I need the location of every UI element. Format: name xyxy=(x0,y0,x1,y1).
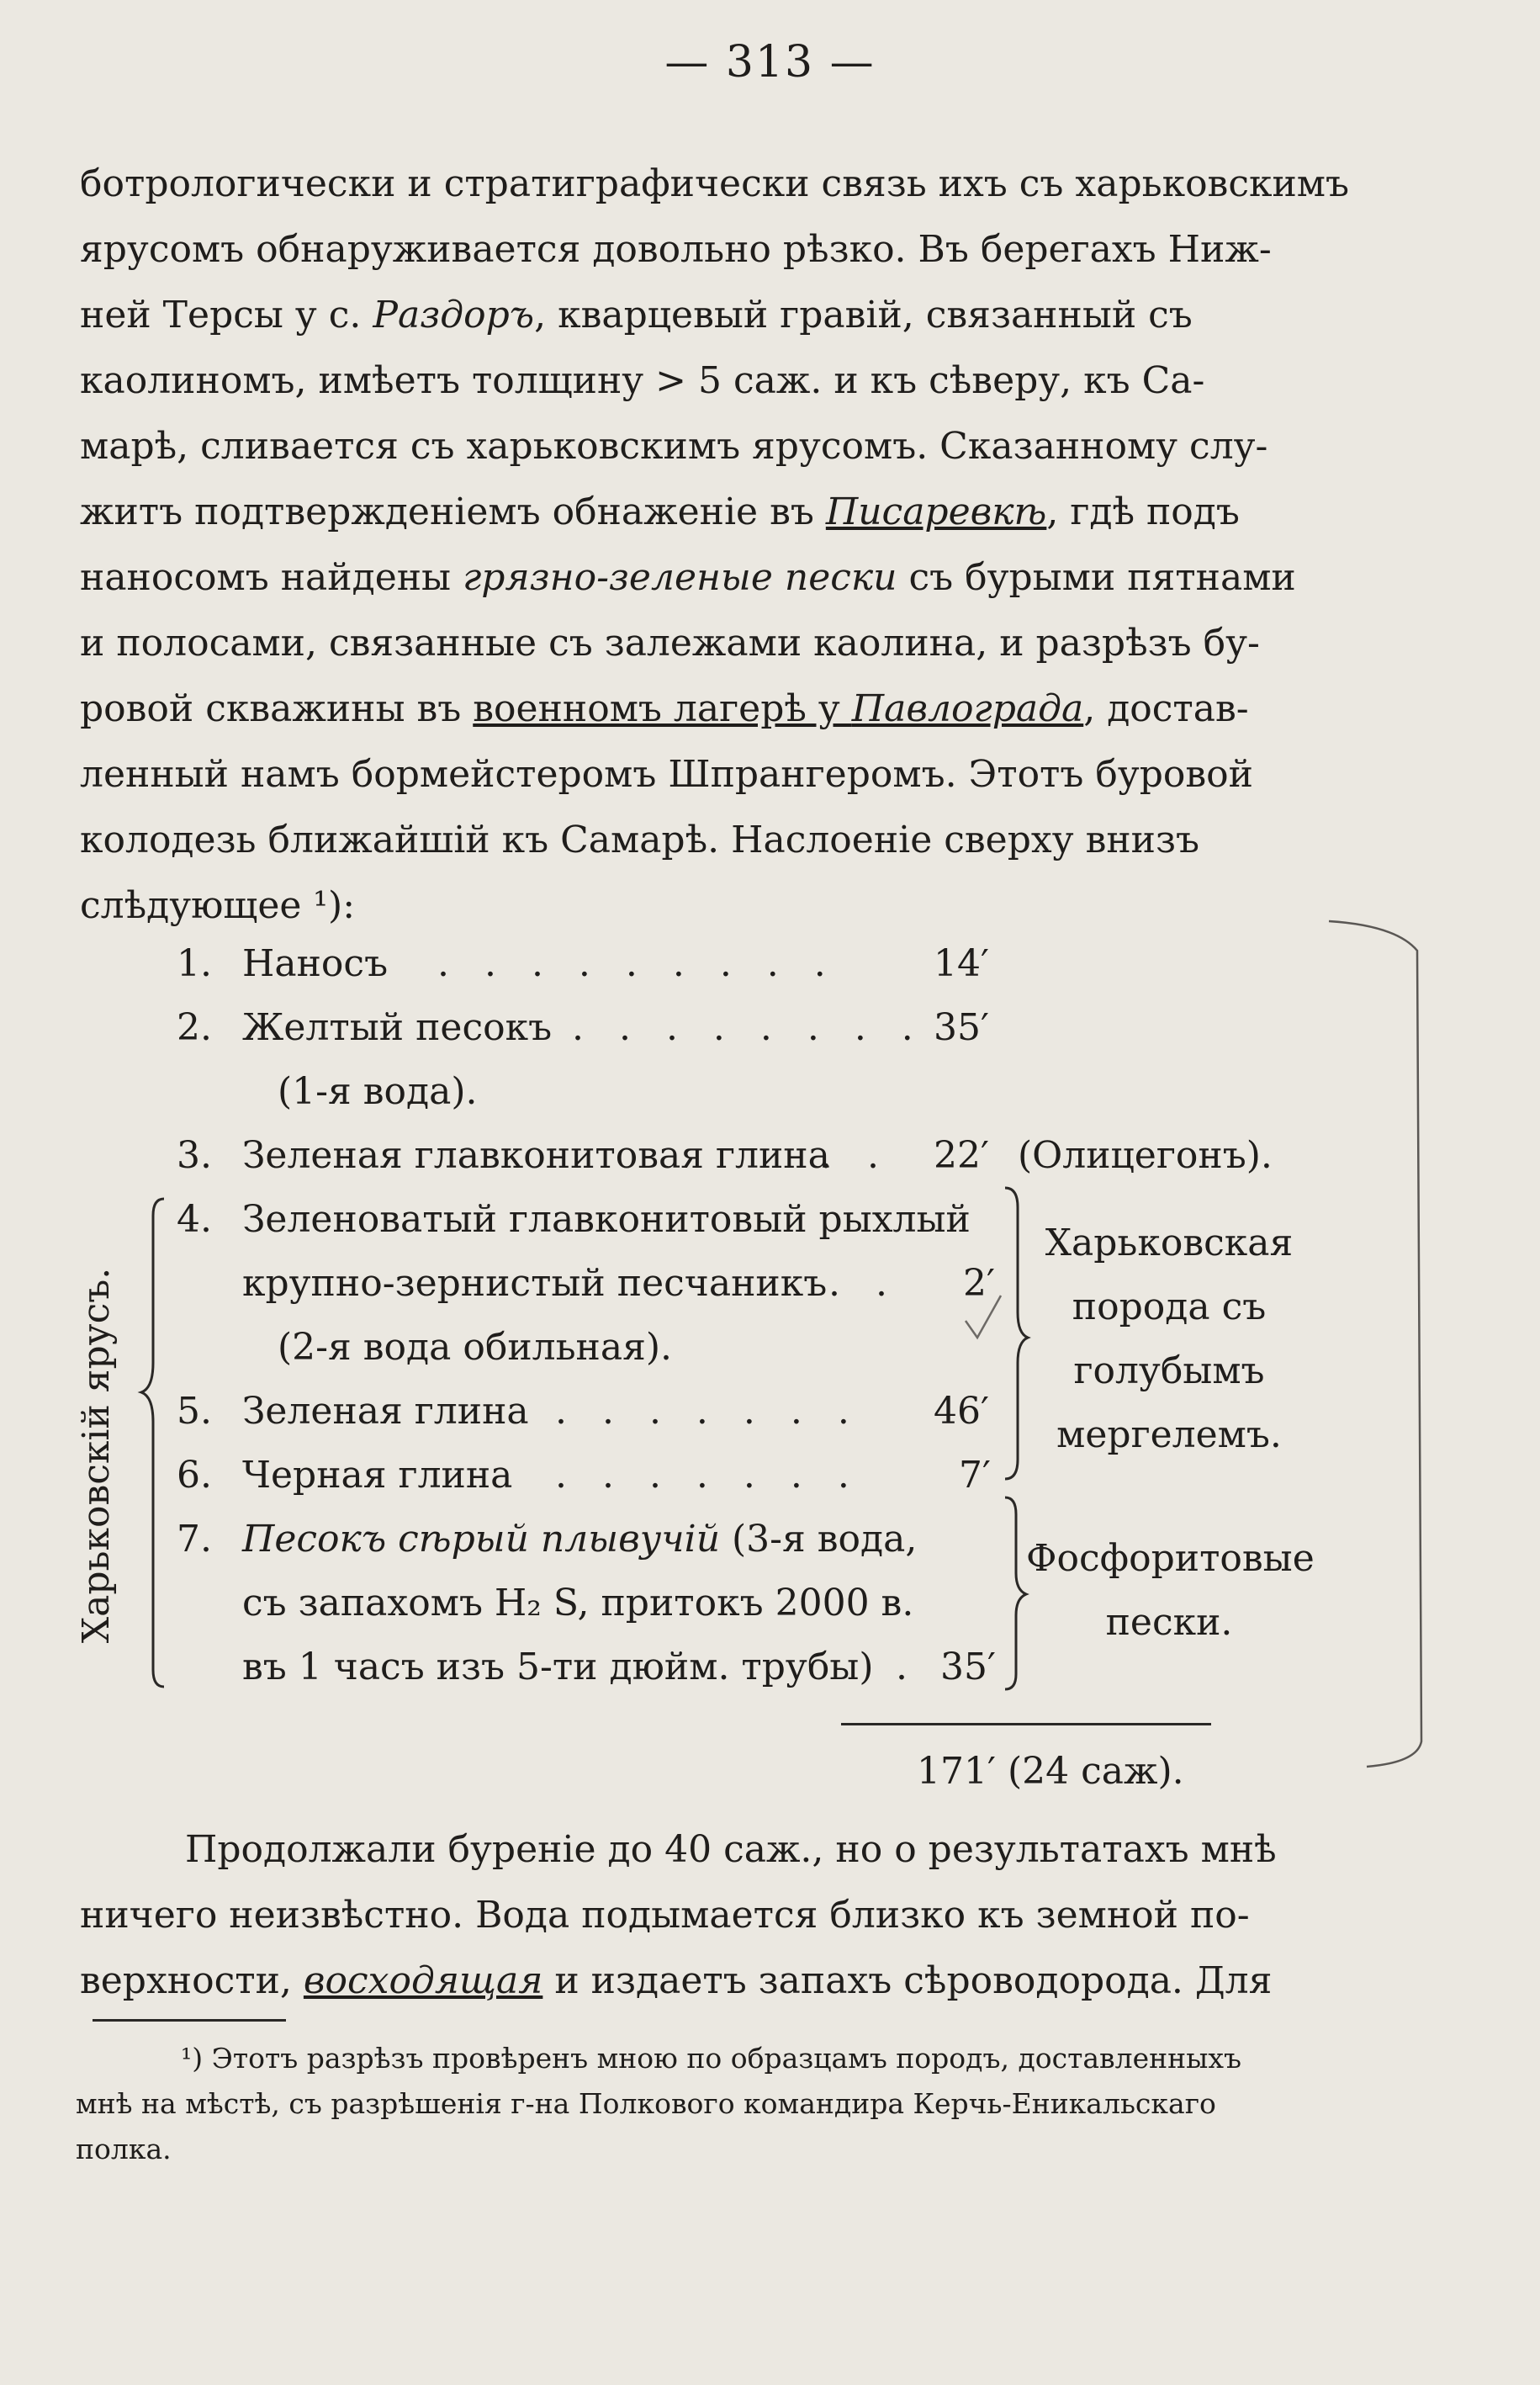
text-line: и полосами, связанные съ залежами каолина, и разрѣзъ бу- xyxy=(80,622,1260,665)
layer-row-4-sub: (2-я вода обильная). xyxy=(278,1326,673,1369)
text-line: житъ подтвержденіемъ обнаженіе въ Писаревкѣ, гдѣ подъ xyxy=(80,490,1240,533)
text-line: ничего неизвѣстно. Вода подымается близко къ земной по- xyxy=(80,1894,1250,1937)
total-thickness: 171′ (24 саж). xyxy=(917,1750,1184,1793)
text-line: наносомъ найдены грязно-зеленые пески съ бурыми пятнами xyxy=(80,556,1296,599)
right-brace-upper xyxy=(1005,1188,1028,1479)
page-number: — 313 — xyxy=(664,37,876,87)
text-line: ярусомъ обнаруживается довольно рѣзко. Въ берегахъ Ниж- xyxy=(80,228,1272,271)
layer-row-3: 3. Зеленая главконитовая глина . . 22′ (Олицегонъ). xyxy=(177,1134,1273,1177)
layer-row-4: 4. Зеленоватый главконитовый рыхлый xyxy=(177,1198,971,1241)
group-phosphorite-sands: Фосфоритовые пески. xyxy=(1026,1537,1315,1644)
layer-row-4-cont: крупно-зернистый песчаникъ . . 2′ xyxy=(242,1262,995,1305)
text-line: слѣдующее ¹): xyxy=(80,884,356,927)
text-line: ней Терсы у с. Раздоръ, кварцевый гравій, связанный съ xyxy=(80,294,1193,337)
right-brace-lower xyxy=(1005,1497,1026,1689)
place-razdor: Раздоръ xyxy=(373,294,535,337)
layer-row-1: 1. Наносъ . . . . . . . . . 14′ xyxy=(177,942,989,985)
layer-row-7-cont: съ запахомъ H₂ S, притокъ 2000 в. xyxy=(242,1582,914,1624)
footnote-line: ¹) Этотъ разрѣзъ провѣренъ мною по образцамъ породъ, доставленныхъ xyxy=(181,2042,1241,2075)
layer-row-2-sub: (1-я вода). xyxy=(278,1070,478,1113)
text-line: колодезь ближайшій къ Самарѣ. Наслоеніе сверху внизъ xyxy=(80,819,1199,861)
layer-row-5: 5. Зеленая глина . . . . . . . 46′ xyxy=(177,1390,989,1433)
left-brace xyxy=(141,1199,164,1687)
layer-row-6: 6. Черная глина . . . . . . . 7′ xyxy=(177,1454,991,1497)
green-sands-term: грязно-зеленые пески xyxy=(463,556,897,599)
military-camp-phrase: военномъ лагерѣ у xyxy=(473,687,852,730)
ascending-term: восходящая xyxy=(303,1959,543,2002)
text-line: каолиномъ, имѣетъ толщину > 5 саж. и къ сѣверу, къ Са- xyxy=(80,359,1205,402)
footnote-line: полка. xyxy=(76,2133,172,2165)
footnote-line: мнѣ на мѣстѣ, съ разрѣшенія г-на Полкового командира Керчь-Еникальскаго xyxy=(76,2087,1216,2120)
text-line: Продолжали буреніе до 40 саж., но о результатахъ мнѣ xyxy=(185,1828,1277,1871)
place-pisarevka: Писаревкѣ xyxy=(825,490,1047,533)
text-line: ровой скважины въ военномъ лагерѣ у Павлограда, достав- xyxy=(80,687,1249,730)
layer-row-7: 7. Песокъ сѣрый плывучій (3-я вода, xyxy=(177,1518,918,1561)
text-line: верхности, восходящая и издаетъ запахъ сѣроводорода. Для xyxy=(80,1959,1273,2002)
pencil-bracket xyxy=(1329,921,1421,1767)
pencil-check xyxy=(966,1296,1001,1338)
text-line: ленный намъ бормейстеромъ Шпрангеромъ. Этотъ буровой xyxy=(80,753,1254,796)
flowing-sand-term: Песокъ сѣрый плывучій xyxy=(242,1518,721,1561)
group-kharkov-rock: Харьковская порода съ голубымъ мергелемъ. xyxy=(1045,1222,1294,1456)
layer-row-7-cont2: въ 1 часъ изъ 5-ти дюйм. трубы) . 35′ xyxy=(242,1646,996,1688)
kharkov-stage-label: Харьковскій ярусъ. xyxy=(75,1267,118,1644)
text-line: марѣ, сливается съ харьковскимъ ярусомъ. Сказанному слу- xyxy=(80,425,1268,468)
text-line: ботрологически и стратиграфически связь ихъ съ харьковскимъ xyxy=(80,162,1350,205)
place-pavlograd: Павлограда xyxy=(851,687,1084,730)
layer-row-2: 2. Желтый песокъ . . . . . . . . 35′ xyxy=(177,1006,989,1049)
